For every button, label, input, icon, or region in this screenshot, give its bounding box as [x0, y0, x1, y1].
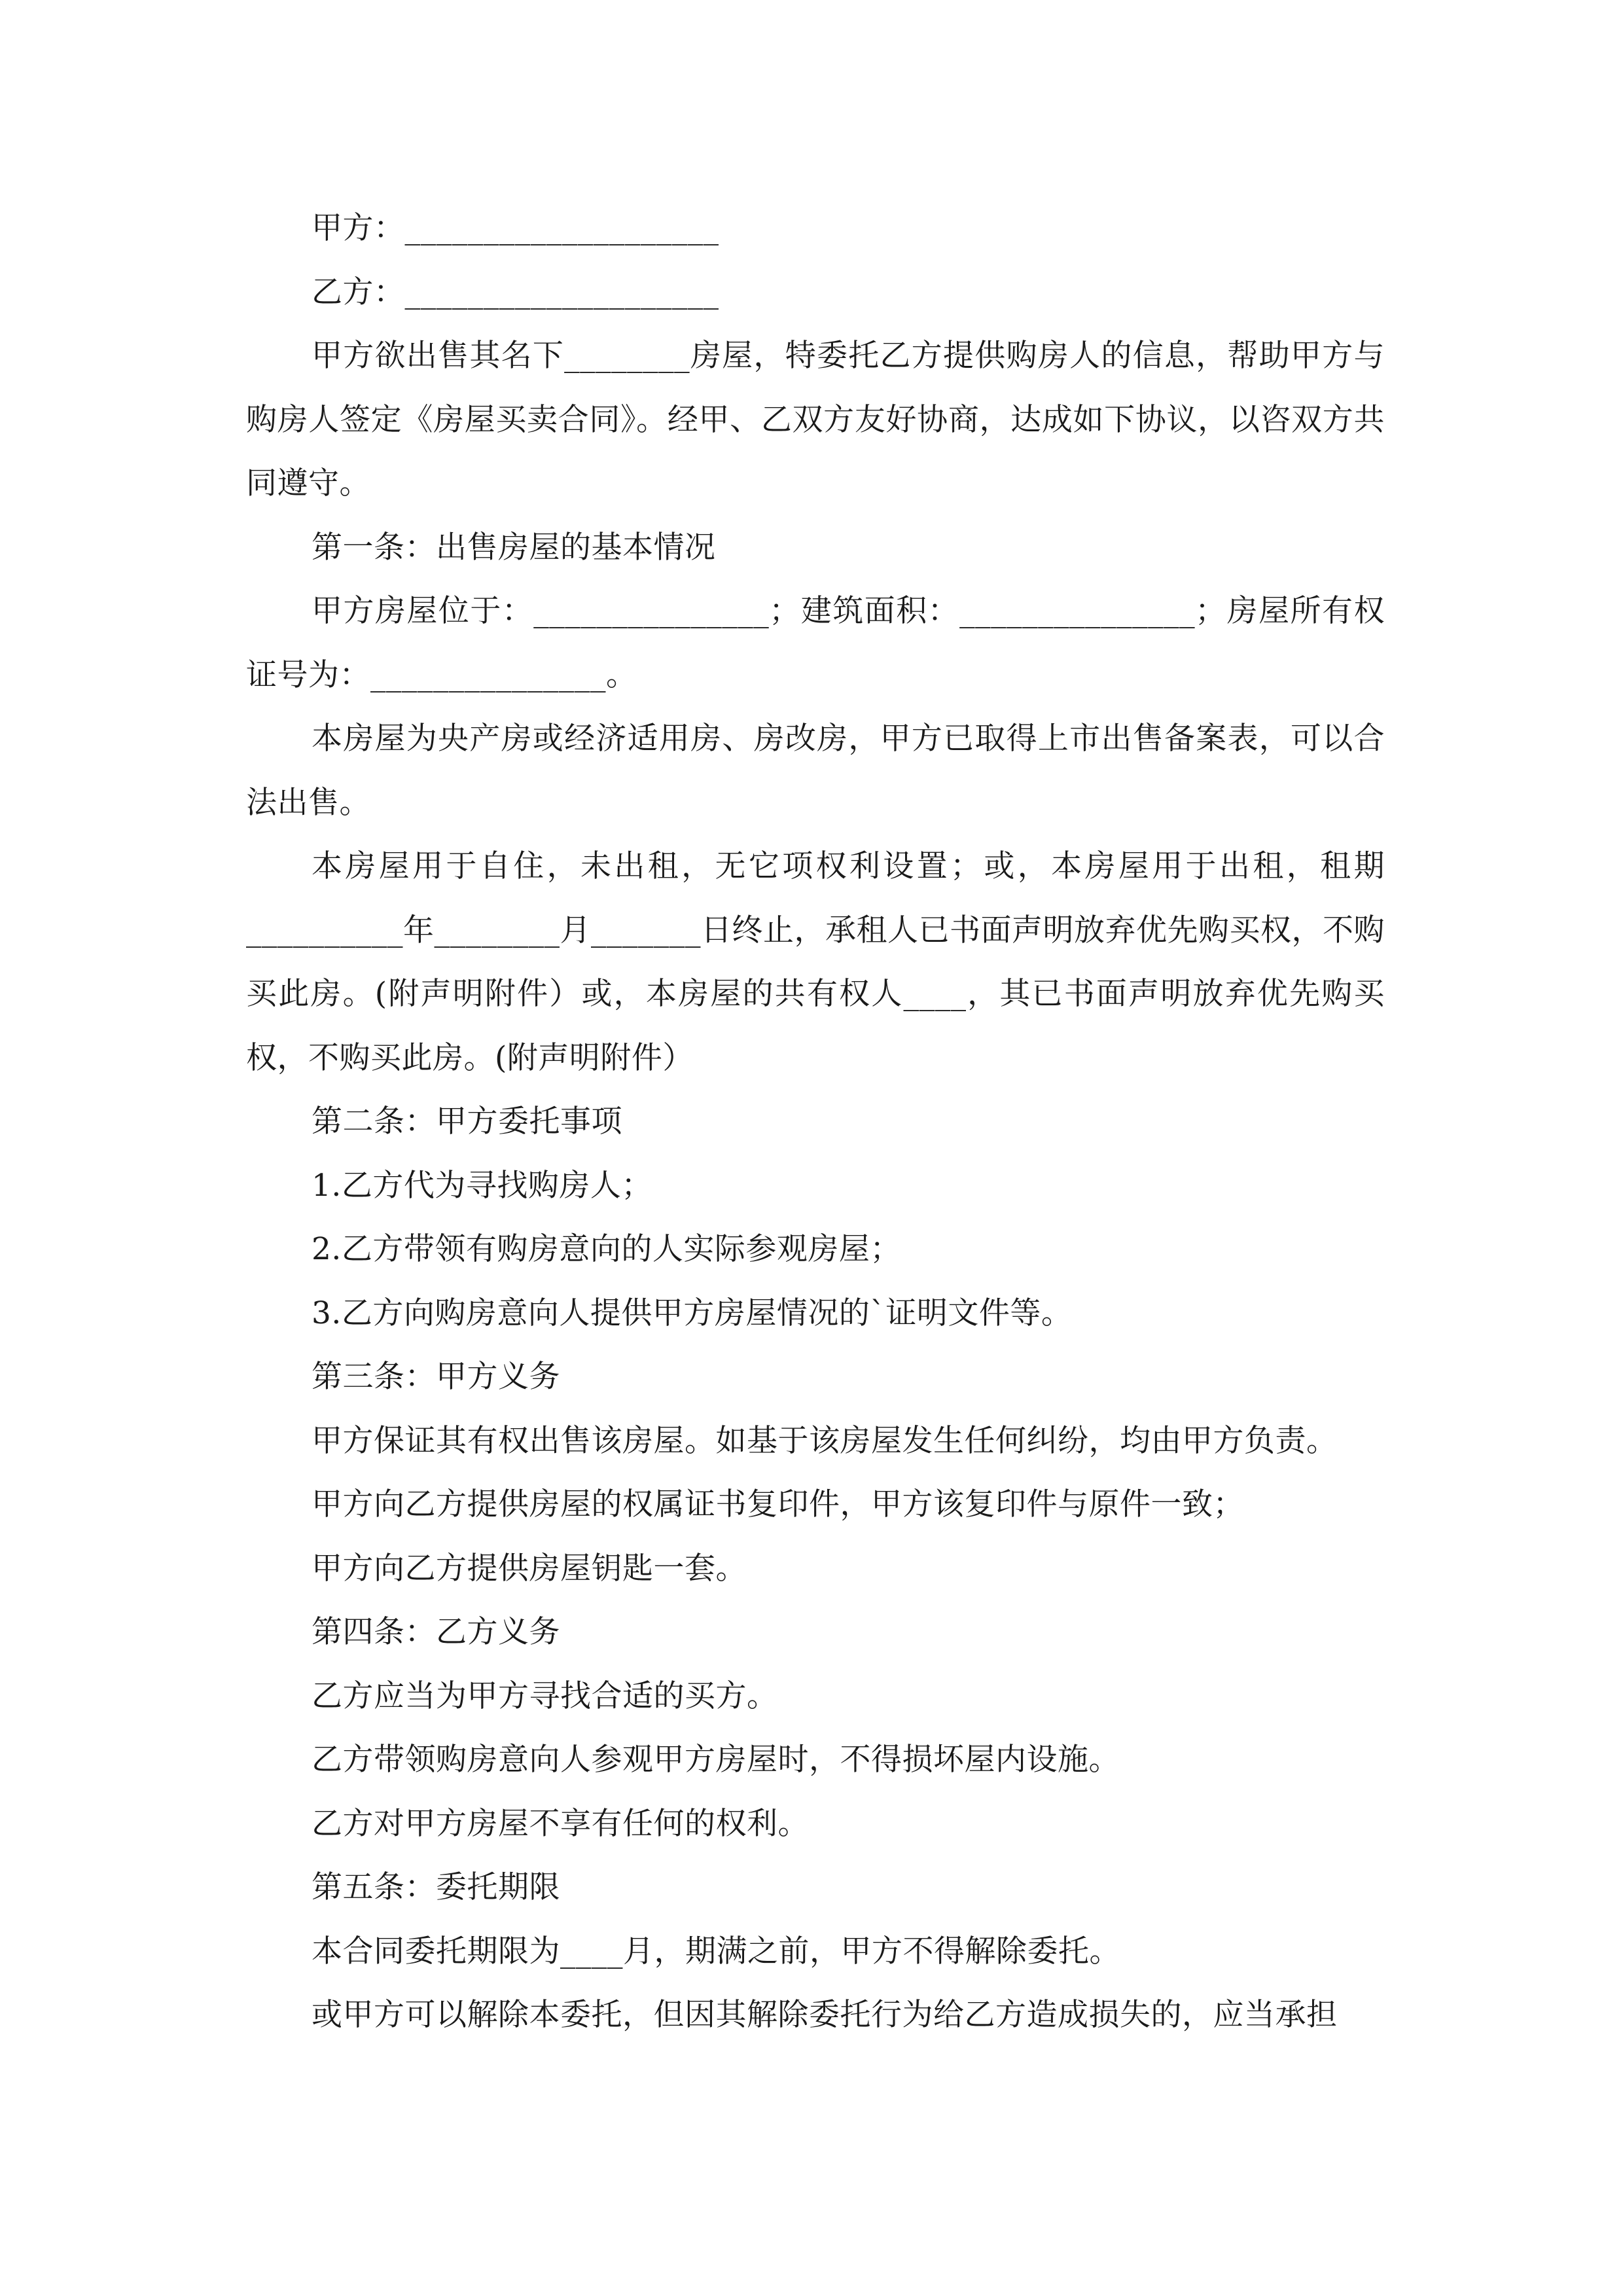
article-1-heading: 第一条：出售房屋的基本情况: [312, 529, 716, 565]
article-4-item-1: 乙方应当为甲方寻找合适的买方。: [312, 1677, 778, 1714]
property-use-paragraph: 本房屋用于自住，未出租，无它项权利设置；或，本房屋用于出租，租期__________年________月_______日终止，承租人已书面声明放弃优先购买权，不购买此房。(附声明附件）或，本房屋的共有权人____，其已书面声明放弃优先购买权，不购买此房。(附声明附件）: [246, 848, 1385, 1076]
article-3-heading: 第三条：甲方义务: [312, 1359, 560, 1395]
article-3-item-1: 甲方保证其有权出售该房屋。如基于该房屋发生任何纠纷，均由甲方负责。: [312, 1422, 1338, 1459]
property-type-paragraph: 本房屋为央产房或经济适用房、房改房，甲方已取得上市出售备案表，可以合法出售。: [246, 721, 1385, 821]
article-2-heading: 第二条：甲方委托事项: [312, 1103, 622, 1139]
document-body: [246, 196, 1385, 2047]
preamble-paragraph: 甲方欲出售其名下________房屋，特委托乙方提供购房人的信息，帮助甲方与购房人签定《房屋买卖合同》。经甲、乙双方友好协商，达成如下协议，以咨双方共同遵守。: [246, 338, 1385, 501]
article-3-item-3: 甲方向乙方提供房屋钥匙一套。: [312, 1550, 747, 1587]
article-2-item-3: 3.乙方向购房意向人提供甲方房屋情况的`证明文件等。: [312, 1295, 1073, 1331]
article-2-item-1: 1.乙方代为寻找购房人；: [312, 1167, 652, 1204]
article-2-item-2: 2.乙方带领有购房意向的人实际参观房屋；: [312, 1231, 901, 1267]
article-5-heading: 第五条：委托期限: [312, 1869, 560, 1905]
article-4-item-2: 乙方带领购房意向人参观甲方房屋时，不得损坏屋内设施。: [312, 1742, 1120, 1778]
article-5-item-1: 本合同委托期限为____月，期满之前，甲方不得解除委托。: [312, 1933, 1120, 1969]
article-4-item-3: 乙方对甲方房屋不享有任何的权利。: [312, 1805, 809, 1842]
article-5-item-2: 或甲方可以解除本委托，但因其解除委托行为给乙方造成损失的，应当承担: [312, 1997, 1338, 2033]
article-3-item-2: 甲方向乙方提供房屋的权属证书复印件，甲方该复印件与原件一致；: [312, 1486, 1244, 1522]
article-4-heading: 第四条：乙方义务: [312, 1614, 560, 1650]
party-b-line: 乙方：____________________: [312, 274, 719, 310]
party-a-line: 甲方：____________________: [312, 210, 719, 246]
property-location-paragraph: 甲方房屋位于：_______________；建筑面积：_______________；房屋所有权证号为：_______________。: [246, 593, 1385, 693]
